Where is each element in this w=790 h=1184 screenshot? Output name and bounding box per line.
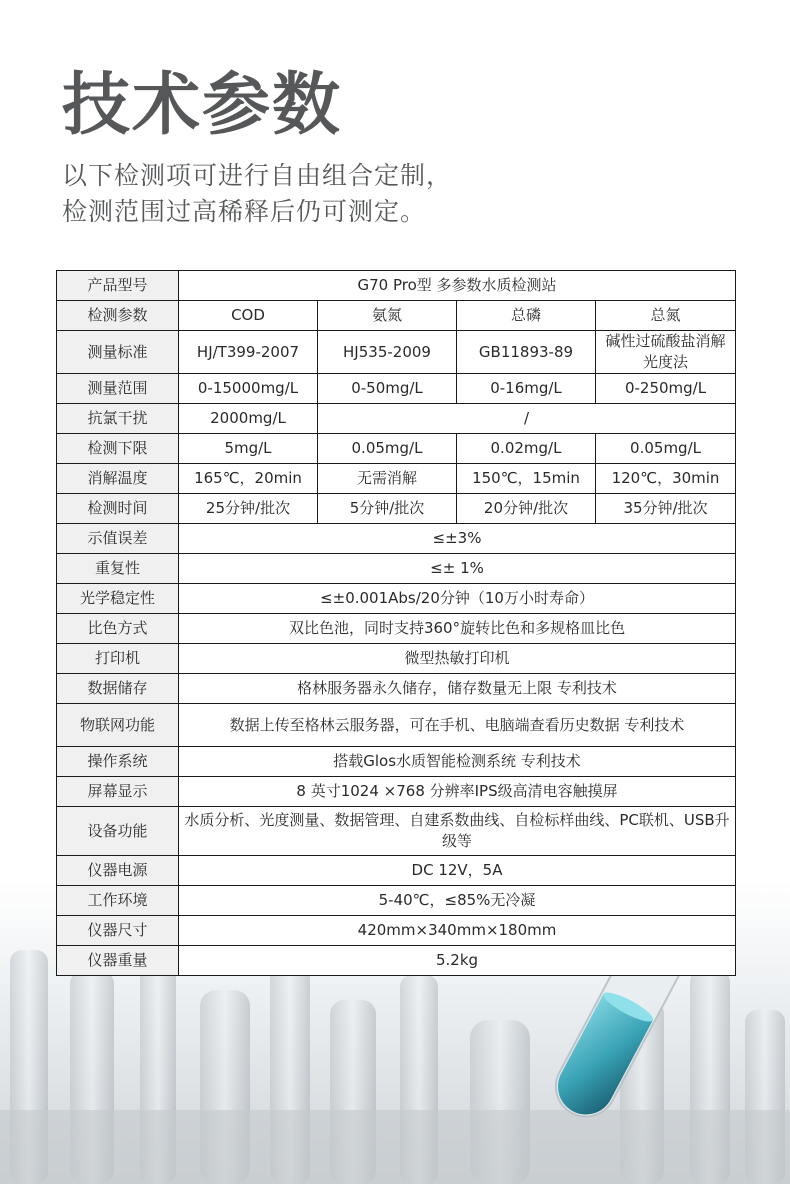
table-row <box>57 614 736 644</box>
row-label: 物联网功能 <box>57 704 179 747</box>
row-label: 工作环境 <box>57 886 179 916</box>
cell-value: 0-15000mg/L <box>179 374 318 404</box>
cell-value: 8 英寸1024 ×768 分辨率IPS级高清电容触摸屏 <box>179 777 736 807</box>
cell-value: 5-40℃，≤85%无冷凝 <box>179 886 736 916</box>
row-label: 检测参数 <box>57 301 179 331</box>
cell-value: DC 12V，5A <box>179 856 736 886</box>
cell-value: 2000mg/L <box>179 404 318 434</box>
row-label: 仪器电源 <box>57 856 179 886</box>
cell-value: 总磷 <box>457 301 596 331</box>
cell-value: 0.05mg/L <box>596 434 736 464</box>
cell-value: COD <box>179 301 318 331</box>
table-row <box>57 916 736 946</box>
table-row <box>57 331 736 374</box>
row-label: 示值误差 <box>57 524 179 554</box>
table-row <box>57 886 736 916</box>
cell-value: 5分钟/批次 <box>318 494 457 524</box>
table-row <box>57 554 736 584</box>
table-row <box>57 674 736 704</box>
cell-value: 0.05mg/L <box>318 434 457 464</box>
table-row <box>57 946 736 976</box>
cell-value: ≤± 1% <box>179 554 736 584</box>
row-label: 操作系统 <box>57 747 179 777</box>
subtitle-line-2: 检测范围过高稀释后仍可测定。 <box>62 197 427 226</box>
row-label: 检测时间 <box>57 494 179 524</box>
cell-value: ≤±3% <box>179 524 736 554</box>
row-label: 仪器重量 <box>57 946 179 976</box>
table-row <box>57 404 736 434</box>
row-label: 测量标准 <box>57 331 179 374</box>
row-label: 抗氯干扰 <box>57 404 179 434</box>
cell-value: 0-50mg/L <box>318 374 457 404</box>
cell-value: G70 Pro型 多参数水质检测站 <box>179 271 736 301</box>
table-row <box>57 464 736 494</box>
row-label: 设备功能 <box>57 807 179 856</box>
cell-value: 35分钟/批次 <box>596 494 736 524</box>
cell-value: 总氮 <box>596 301 736 331</box>
cell-value: GB11893-89 <box>457 331 596 374</box>
table-row <box>57 856 736 886</box>
row-label: 测量范围 <box>57 374 179 404</box>
cell-value: HJ/T399-2007 <box>179 331 318 374</box>
table-row <box>57 704 736 747</box>
page-subtitle <box>62 158 452 230</box>
row-label: 仪器尺寸 <box>57 916 179 946</box>
cell-value: 氨氮 <box>318 301 457 331</box>
table-row <box>57 777 736 807</box>
cell-value: 双比色池，同时支持360°旋转比色和多规格皿比色 <box>179 614 736 644</box>
cell-value: 0.02mg/L <box>457 434 596 464</box>
row-label: 打印机 <box>57 644 179 674</box>
cell-value: 5.2kg <box>179 946 736 976</box>
cell-value: 120℃，30min <box>596 464 736 494</box>
table-row <box>57 807 736 856</box>
table-row <box>57 494 736 524</box>
subtitle-line-1: 以下检测项可进行自由组合定制， <box>62 161 453 190</box>
cell-value: 搭载Glos水质智能检测系统 专利技术 <box>179 747 736 777</box>
page-title: 技术参数 <box>62 66 343 145</box>
table-row <box>57 644 736 674</box>
table-row <box>57 301 736 331</box>
cell-value: 5mg/L <box>179 434 318 464</box>
table-row <box>57 271 736 301</box>
table-row <box>57 524 736 554</box>
cell-value: 0-250mg/L <box>596 374 736 404</box>
cell-value: 420mm×340mm×180mm <box>179 916 736 946</box>
table-row <box>57 747 736 777</box>
spec-table <box>56 270 736 976</box>
cell-value: 25分钟/批次 <box>179 494 318 524</box>
cell-value: 150℃，15min <box>457 464 596 494</box>
cell-value: 碱性过硫酸盐消解光度法 <box>596 331 736 374</box>
row-label: 产品型号 <box>57 271 179 301</box>
cell-value: 165℃，20min <box>179 464 318 494</box>
cell-value: 无需消解 <box>318 464 457 494</box>
cell-value: 微型热敏打印机 <box>179 644 736 674</box>
cell-value: HJ535-2009 <box>318 331 457 374</box>
cell-value: ≤±0.001Abs/20分钟（10万小时寿命） <box>179 584 736 614</box>
row-label: 重复性 <box>57 554 179 584</box>
cell-value: 水质分析、光度测量、数据管理、自建系数曲线、自检标样曲线、PC联机、USB升级等 <box>179 807 736 856</box>
cell-value: 0-16mg/L <box>457 374 596 404</box>
row-label: 数据储存 <box>57 674 179 704</box>
cell-value: / <box>318 404 736 434</box>
table-row <box>57 434 736 464</box>
row-label: 比色方式 <box>57 614 179 644</box>
table-row <box>57 584 736 614</box>
row-label: 光学稳定性 <box>57 584 179 614</box>
cell-value: 格林服务器永久储存，储存数量无上限 专利技术 <box>179 674 736 704</box>
table-row <box>57 374 736 404</box>
row-label: 屏幕显示 <box>57 777 179 807</box>
cell-value: 20分钟/批次 <box>457 494 596 524</box>
row-label: 检测下限 <box>57 434 179 464</box>
cell-value: 数据上传至格林云服务器，可在手机、电脑端查看历史数据 专利技术 <box>179 704 736 747</box>
row-label: 消解温度 <box>57 464 179 494</box>
